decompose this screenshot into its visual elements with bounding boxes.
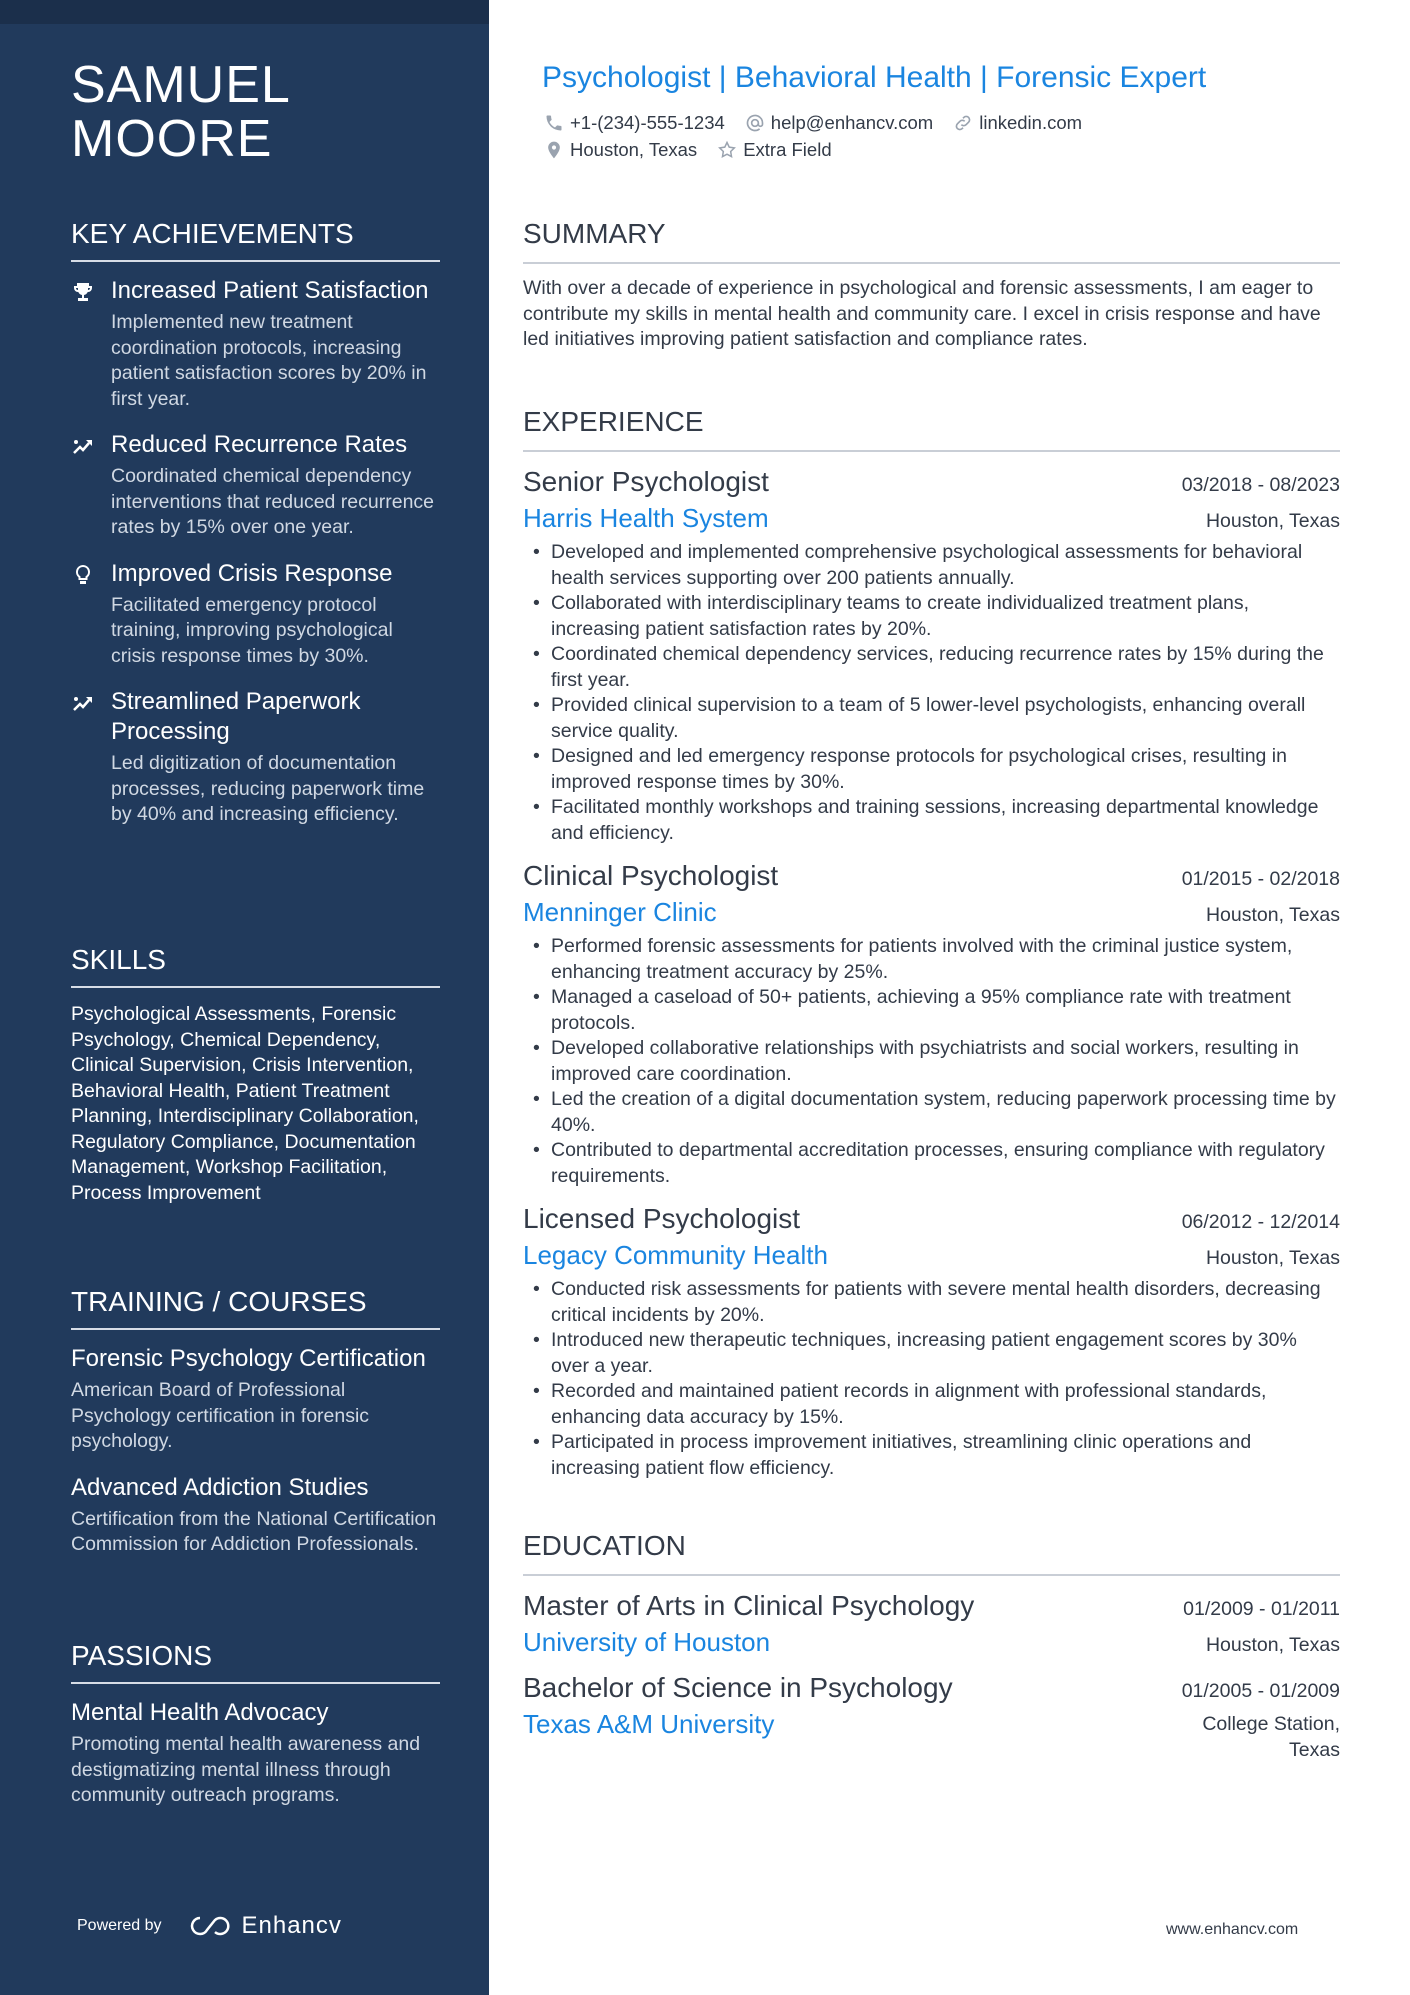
job-company: Legacy Community Health (523, 1240, 828, 1270)
achievement-description: Led digitization of documentation processes, reducing paperwork time by 40% and increasing efficiency. (111, 752, 425, 825)
job-dates: 03/2018 - 08/2023 (1181, 474, 1340, 496)
passion-item (71, 1698, 440, 1809)
bullet-item: • Contributed to departmental accreditation processes, ensuring compliance with regulatory requirements. (551, 1138, 1340, 1189)
contact-extra (717, 139, 831, 161)
sidebar-top-bar (0, 0, 489, 24)
achievement-item (71, 276, 440, 412)
job-entry (523, 858, 1340, 1189)
name-first: SAMUEL (71, 56, 291, 114)
job-entry (523, 1201, 1340, 1481)
job-dates: 06/2012 - 12/2014 (1181, 1211, 1340, 1233)
achievement-description: Facilitated emergency protocol training, improving psychological crisis response times by 30%. (111, 593, 393, 667)
bullet-item: • Coordinated chemical dependency services, reducing recurrence rates by 15% during the first year. (551, 642, 1340, 693)
enhancv-brand-name: Enhancv (241, 1912, 342, 1939)
growth-icon (71, 687, 111, 828)
training-section (71, 1284, 440, 1576)
phone-icon (544, 113, 564, 133)
achievements-heading: KEY ACHIEVEMENTS (71, 216, 440, 262)
job-bullets (523, 1277, 1340, 1481)
skills-section (71, 942, 440, 1206)
enhancv-logo[interactable] (188, 1912, 342, 1940)
link-icon (953, 113, 973, 133)
training-title: Advanced Addiction Studies (71, 1473, 369, 1501)
job-location: Houston, Texas (1205, 904, 1340, 926)
job-dates: 01/2015 - 02/2018 (1181, 868, 1340, 890)
bullet-item: • Recorded and maintained patient records in alignment with professional standards, enhancing data accuracy by 15%. (551, 1379, 1340, 1430)
contact-location (544, 139, 697, 161)
bullet-item: • Facilitated monthly workshops and training sessions, increasing departmental knowledge and efficiency. (551, 795, 1340, 846)
bullet-item: • Collaborated with interdisciplinary teams to create individualized treatment plans, increasing patient satisfaction rates by 20%. (551, 591, 1340, 642)
achievement-item (71, 430, 440, 541)
training-description: American Board of Professional Psychology certification in forensic psychology. (71, 1379, 370, 1452)
summary-heading: SUMMARY (523, 216, 1340, 264)
training-item (71, 1473, 440, 1558)
job-location: Houston, Texas (1205, 1247, 1340, 1269)
achievement-description: Implemented new treatment coordination protocols, increasing patient satisfaction scores by 20% in first year. (111, 311, 427, 410)
job-company: Menninger Clinic (523, 897, 717, 927)
job-title: Senior Psychologist (523, 466, 769, 497)
headline: Psychologist | Behavioral Health | Forensic Expert (542, 61, 1207, 94)
training-title: Forensic Psychology Certification (71, 1345, 426, 1372)
sidebar (0, 0, 489, 1995)
achievement-item (71, 687, 440, 828)
job-title: Clinical Psychologist (523, 860, 779, 891)
passion-description: Promoting mental health awareness and destigmatizing mental illness through community outreach programs. (71, 1733, 421, 1806)
job-location: Houston, Texas (1205, 510, 1340, 532)
education-section (523, 1528, 1340, 1773)
bullet-item: • Designed and led emergency response protocols for psychological crises, resulting in improved response times by 30%. (551, 744, 1340, 795)
summary-text: With over a decade of experience in psychological and forensic assessments, I am eager to contribute my skills in mental health and community care. I excel in crisis response and have led initiatives improving patient satisfaction and compliance rates. (523, 277, 1321, 350)
location-pin-icon (544, 140, 564, 160)
school-name: Texas A&M University (523, 1709, 775, 1739)
extra-field-text: Extra Field (743, 139, 832, 160)
passion-title: Mental Health Advocacy (71, 1699, 329, 1726)
achievements-section (71, 216, 440, 846)
passions-heading: PASSIONS (71, 1638, 440, 1684)
job-title: Licensed Psychologist (523, 1203, 801, 1234)
email-text: help@enhancv.com (770, 112, 934, 133)
bullet-item: • Managed a caseload of 50+ patients, achieving a 95% compliance rate with treatment protocols. (551, 985, 1340, 1036)
experience-section (523, 404, 1340, 1493)
training-description: Certification from the National Certification Commission for Addiction Professionals. (71, 1507, 437, 1555)
passions-section (71, 1638, 440, 1827)
achievement-title: Reduced Recurrence Rates (111, 431, 408, 458)
enhancv-logo-icon (188, 1914, 234, 1938)
name-last: MOORE (71, 110, 273, 168)
contact-linkedin[interactable] (953, 112, 1082, 134)
degree-title: Master of Arts in Clinical Psychology (523, 1590, 975, 1621)
skills-list: Psychological Assessments, Forensic Psychology, Chemical Dependency, Clinical Supervision, Crisis Intervention, Behavioral Health, Patient Treatment Planning, Interdisciplinary Collaboration, Regulatory Compliance, Documentation Management, Workshop Facilitation, Process Improvement (71, 1003, 419, 1204)
bullet-item: • Provided clinical supervision to a team of 5 lower-level psychologists, enhancing overall service quality. (551, 693, 1340, 744)
job-company: Harris Health System (523, 503, 769, 533)
bullet-item: • Developed and implemented comprehensive psychological assessments for behavioral health services supporting over 200 patients annually. (551, 540, 1340, 591)
bullet-item: • Conducted risk assessments for patients with severe mental health disorders, decreasing critical incidents by 20%. (551, 1277, 1340, 1328)
degree-title: Bachelor of Science in Psychology (523, 1672, 953, 1703)
achievement-item (71, 559, 440, 670)
location-text: Houston, Texas (570, 139, 698, 160)
education-entry (523, 1670, 1340, 1763)
school-name: University of Houston (523, 1627, 771, 1657)
skills-heading: SKILLS (71, 942, 440, 988)
education-dates: 01/2009 - 01/2011 (1183, 1598, 1340, 1620)
training-heading: TRAINING / COURSES (71, 1284, 440, 1330)
bullet-item: • Participated in process improvement initiatives, streamlining clinic operations and increasing patient flow efficiency. (551, 1430, 1340, 1481)
powered-by (77, 1912, 342, 1940)
footer-url[interactable]: www.enhancv.com (1166, 1921, 1299, 1938)
education-location-line1: College Station, (1202, 1713, 1340, 1735)
achievement-description: Coordinated chemical dependency interventions that reduced recurrence rates by 15% over one year. (111, 465, 435, 538)
bullet-item: • Led the creation of a digital documentation system, reducing paperwork processing time by 40%. (551, 1087, 1340, 1138)
bullet-item: • Developed collaborative relationships with psychiatrists and social workers, resulting in improved care coordination. (551, 1036, 1340, 1087)
bullet-item: • Introduced new therapeutic techniques, increasing patient engagement scores by 30% over a year. (551, 1328, 1340, 1379)
education-location: Houston, Texas (1205, 1634, 1340, 1656)
contact-row-1 (544, 112, 1102, 134)
trophy-icon (71, 276, 111, 412)
education-heading: EDUCATION (523, 1528, 1340, 1576)
achievement-title: Improved Crisis Response (111, 559, 393, 587)
job-bullets (523, 934, 1340, 1189)
powered-by-label: Powered by (77, 1917, 162, 1934)
contact-email[interactable] (745, 112, 933, 134)
contact-phone[interactable] (544, 112, 725, 134)
bullet-item: • Performed forensic assessments for patients involved with the criminal justice system, enhancing treatment accuracy by 25%. (551, 934, 1340, 985)
education-dates: 01/2005 - 01/2009 (1181, 1680, 1340, 1702)
achievement-title: Streamlined Paperwork Processing (111, 688, 361, 745)
growth-icon (71, 430, 111, 541)
summary-section (523, 216, 1340, 353)
experience-heading: EXPERIENCE (523, 404, 1340, 452)
contact-row-2 (544, 139, 852, 161)
linkedin-text: linkedin.com (979, 112, 1083, 133)
achievement-title: Increased Patient Satisfaction (111, 277, 429, 304)
star-icon (717, 140, 737, 160)
education-entry (523, 1588, 1340, 1660)
job-entry (523, 464, 1340, 846)
education-location-line2: Texas (1289, 1738, 1340, 1761)
job-bullets (523, 540, 1340, 846)
lightbulb-icon (71, 559, 111, 670)
training-item (71, 1344, 440, 1455)
phone-text: +1-(234)-555-1234 (570, 112, 725, 133)
at-icon (745, 113, 765, 133)
education-location (1202, 1706, 1340, 1763)
candidate-name (71, 58, 291, 166)
